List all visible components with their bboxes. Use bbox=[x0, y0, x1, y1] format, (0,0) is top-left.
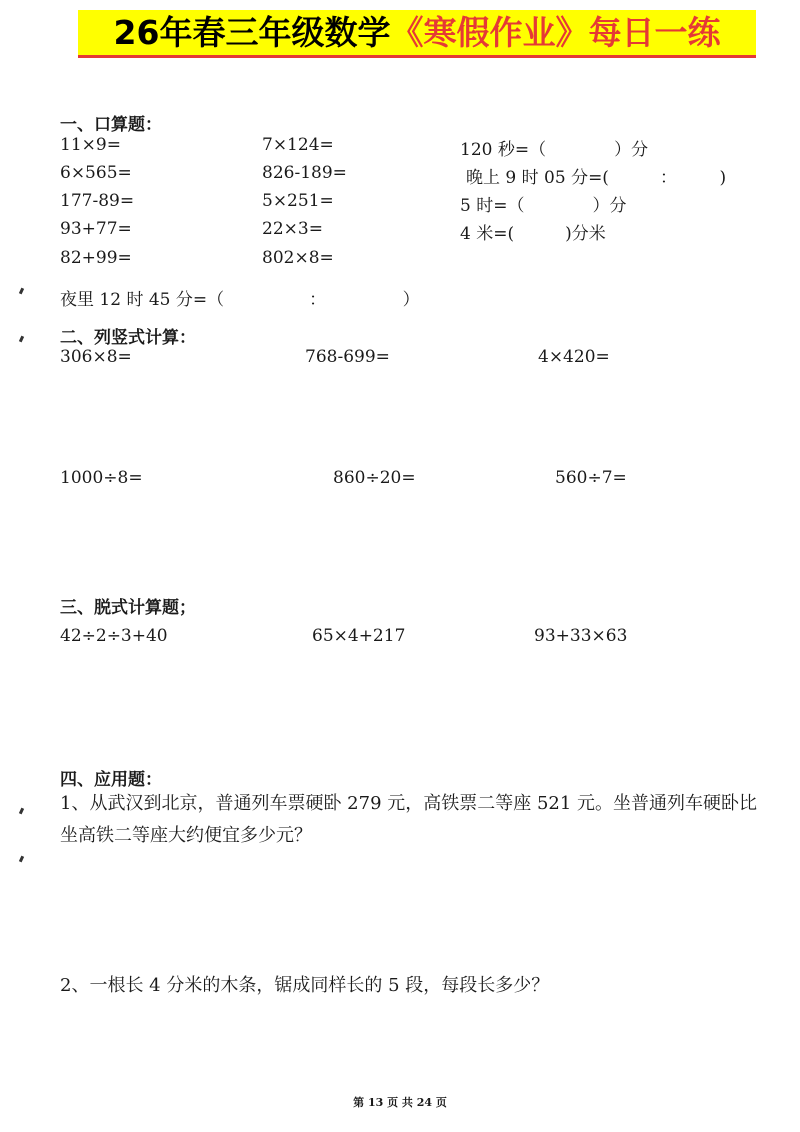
section-2-heading: 二、列竖式计算： bbox=[60, 328, 196, 348]
oral-item: 177-89= bbox=[60, 191, 135, 211]
oral-item: 7×124= bbox=[262, 135, 334, 155]
stepwise-calc-item: 93+33×63 bbox=[534, 626, 628, 646]
oral-item: 826-189= bbox=[262, 163, 347, 183]
oral-item-last: 夜里 12 时 45 分=（ ： ） bbox=[60, 290, 420, 310]
title-part-3: 每日一练 bbox=[588, 13, 721, 52]
title-part-2: 《寒假作业》 bbox=[390, 13, 589, 52]
section-1-heading: 一、口算题： bbox=[60, 115, 162, 135]
scan-mark bbox=[19, 808, 24, 815]
oral-item: 93+77= bbox=[60, 219, 132, 239]
title-underline bbox=[78, 55, 756, 58]
vertical-calc-item: 860÷20= bbox=[333, 468, 416, 488]
oral-item: 4 米=( )分米 bbox=[460, 224, 606, 244]
word-problem-1: 1、从武汉到北京，普通列车票硬卧 279 元，高铁票二等座 521 元。坐普通列车硬卧比坐高铁二等座大约便宜多少元？ bbox=[60, 793, 758, 846]
oral-item: 22×3= bbox=[262, 219, 323, 239]
word-problem-2: 2、一根长 4 分米的木条，锯成同样长的 5 段，每段长多少？ bbox=[60, 975, 550, 996]
section-3-heading: 三、脱式计算题； bbox=[60, 598, 196, 618]
scan-mark bbox=[19, 288, 24, 295]
oral-item: 5×251= bbox=[262, 191, 334, 211]
oral-item: 82+99= bbox=[60, 248, 132, 268]
vertical-calc-item: 306×8= bbox=[60, 347, 132, 367]
vertical-calc-item: 560÷7= bbox=[555, 468, 627, 488]
oral-item: 802×8= bbox=[262, 248, 334, 268]
oral-item: 6×565= bbox=[60, 163, 132, 183]
scan-mark bbox=[19, 336, 24, 343]
stepwise-calc-item: 65×4+217 bbox=[312, 626, 406, 646]
vertical-calc-item: 4×420= bbox=[538, 347, 610, 367]
vertical-calc-item: 1000÷8= bbox=[60, 468, 143, 488]
scan-mark bbox=[19, 856, 24, 863]
oral-item: 5 时=（ ）分 bbox=[460, 196, 627, 216]
stepwise-calc-item: 42÷2÷3+40 bbox=[60, 626, 168, 646]
oral-item: 11×9= bbox=[60, 135, 121, 155]
vertical-calc-item: 768-699= bbox=[305, 347, 390, 367]
oral-item: 120 秒=（ ）分 bbox=[460, 140, 649, 160]
oral-item: 晚上 9 时 05 分=( ： ) bbox=[466, 168, 727, 188]
title-part-1: 26年春三年级数学 bbox=[113, 13, 391, 52]
section-4-heading: 四、应用题： bbox=[60, 770, 162, 790]
page-footer: 第 13 页 共 24 页 bbox=[353, 1096, 447, 1109]
page-title bbox=[78, 10, 756, 55]
